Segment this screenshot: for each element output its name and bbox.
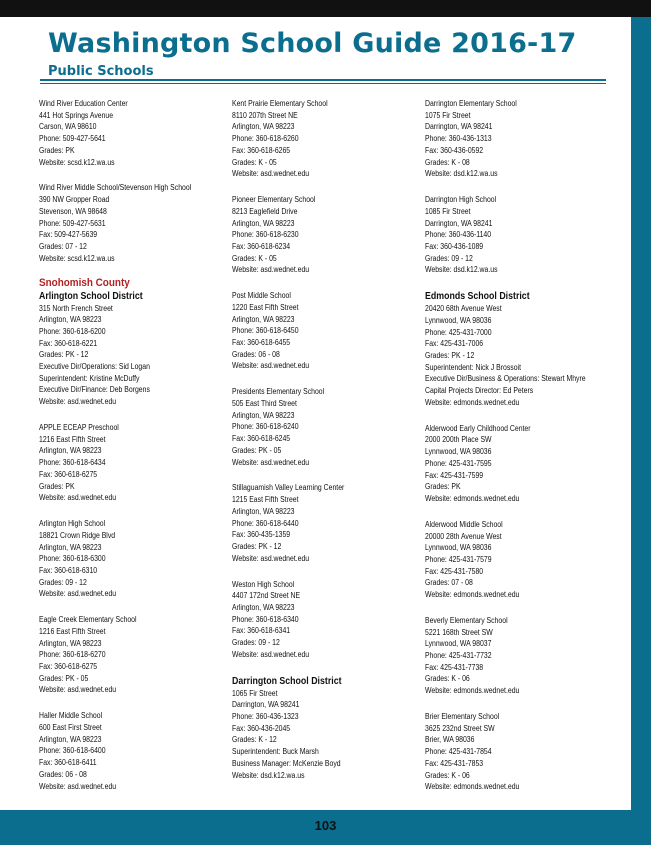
entry-line: Arlington, WA 98223 — [232, 506, 295, 516]
directory-entry — [39, 182, 224, 264]
entry-name: Weston High School — [232, 579, 295, 589]
entry-line: Phone: 360-618-6440 — [232, 518, 299, 528]
directory-entry — [232, 386, 417, 468]
entry-line: Website: asd.wednet.edu — [232, 265, 310, 275]
entry-line: 2000 200th Place SW — [425, 435, 492, 445]
entry-line: Lynnwood, WA 98036 — [425, 543, 492, 553]
entry-line: Fax: 360-618-6245 — [232, 434, 291, 444]
entry-line: Phone: 360-436-1140 — [425, 230, 492, 240]
entry-name: APPLE ECEAP Preschool — [39, 423, 119, 433]
entry-line: Fax: 360-618-6455 — [232, 338, 291, 348]
entry-line: Arlington, WA 98223 — [39, 638, 102, 648]
directory-entry — [39, 422, 224, 504]
entry-name: Stillaguamish Valley Learning Center — [232, 483, 345, 493]
entry-line: 4407 172nd Street NE — [232, 591, 301, 601]
entry-line: Phone: 360-618-6240 — [232, 422, 299, 432]
directory-entry — [425, 519, 610, 601]
entry-line: Website: asd.wednet.edu — [39, 397, 117, 407]
entry-line: Grades: K - 06 — [425, 770, 470, 780]
directory-entry — [232, 482, 417, 564]
entry-name: Post Middle School — [232, 291, 291, 301]
entry-line: Phone: 360-618-6434 — [39, 458, 106, 468]
page-title: Washington School Guide 2016-17 — [48, 28, 577, 59]
entry-line: 20000 28th Avenue West — [425, 531, 502, 541]
entry-line: Grades: K - 05 — [232, 253, 277, 263]
entry-line: Phone: 425-431-7732 — [425, 651, 492, 661]
entry-line: Lynnwood, WA 98036 — [425, 447, 492, 457]
entry-line: Fax: 360-618-6221 — [39, 338, 98, 348]
entry-line: Website: asd.wednet.edu — [232, 169, 310, 179]
entry-line: Grades: 09 - 12 — [232, 638, 280, 648]
entry-line: Website: asd.wednet.edu — [39, 781, 117, 791]
directory-entry — [425, 423, 610, 505]
entry-line: Website: asd.wednet.edu — [39, 589, 117, 599]
entry-line: Website: edmonds.wednet.edu — [425, 397, 520, 407]
entry-name: Eagle Creek Elementary School — [39, 615, 137, 625]
entry-line: Fax: 425-431-7853 — [425, 758, 484, 768]
entry-line: Website: asd.wednet.edu — [232, 361, 310, 371]
directory-entry — [232, 194, 417, 276]
entry-line: Phone: 360-618-6300 — [39, 554, 106, 564]
entry-line: Phone: 360-436-1313 — [425, 134, 492, 144]
page-number: 103 — [314, 818, 337, 833]
entry-line: Grades: K - 05 — [232, 157, 277, 167]
entry-line: 390 NW Gropper Road — [39, 195, 110, 205]
entry-line: Business Manager: McKenzie Boyd — [232, 758, 341, 768]
entry-line: Fax: 360-618-6275 — [39, 662, 98, 672]
entry-line: Phone: 360-618-6230 — [232, 230, 299, 240]
entry-line: Grades: PK - 12 — [425, 351, 475, 361]
entry-line: 1085 Fir Street — [425, 206, 471, 216]
entry-line: Arlington, WA 98223 — [232, 122, 295, 132]
entry-line: Executive Dir/Finance: Deb Borgens — [39, 385, 150, 395]
directory-entry — [39, 710, 224, 792]
entry-name: Beverly Elementary School — [425, 615, 508, 625]
entry-line: Phone: 360-618-6200 — [39, 326, 106, 336]
entry-line: Fax: 425-431-7738 — [425, 662, 484, 672]
column-3 — [425, 98, 610, 807]
entry-name: Presidents Elementary School — [232, 387, 325, 397]
entry-line: Fax: 360-436-2045 — [232, 723, 291, 733]
entry-name: Darrington Elementary School — [425, 99, 517, 108]
entry-line: Phone: 360-618-6270 — [39, 650, 106, 660]
entry-name: Brier Elementary School — [425, 712, 500, 722]
page-subtitle: Public Schools — [48, 64, 154, 79]
entry-line: Fax: 360-436-0592 — [425, 145, 484, 155]
entry-line: Website: edmonds.wednet.edu — [425, 782, 520, 792]
directory-entry — [232, 98, 417, 180]
entry-line: Lynnwood, WA 98037 — [425, 639, 492, 649]
right-edge-stripe — [631, 17, 651, 810]
entry-line: 20420 68th Avenue West — [425, 304, 502, 314]
entry-line: Lynnwood, WA 98036 — [425, 315, 492, 325]
directory-entry — [425, 711, 610, 793]
top-bar — [0, 0, 651, 17]
entry-name: Kent Prairie Elementary School — [232, 99, 328, 108]
entry-name: Wind River Middle School/Stevenson High School — [39, 183, 192, 193]
entry-line: Grades: 07 - 08 — [425, 578, 473, 588]
entry-line: Fax: 425-431-7006 — [425, 339, 484, 349]
district-heading: Arlington School District — [39, 290, 143, 302]
entry-line: Phone: 360-618-6340 — [232, 614, 299, 624]
entry-line: Fax: 360-618-6275 — [39, 469, 98, 479]
directory-entry — [39, 276, 224, 408]
entry-line: Arlington, WA 98223 — [39, 734, 102, 744]
entry-line: Executive Dir/Business & Operations: Stewart Mhyre — [425, 374, 586, 384]
entry-line: Grades: PK - 05 — [232, 445, 282, 455]
entry-line: 1065 Fir Street — [232, 688, 278, 698]
entry-line: Grades: 06 - 08 — [232, 349, 280, 359]
entry-line: Arlington, WA 98223 — [39, 315, 102, 325]
entry-line: Website: asd.wednet.edu — [39, 685, 117, 695]
entry-line: Website: asd.wednet.edu — [39, 493, 117, 503]
entry-line: Grades: PK - 12 — [232, 541, 282, 551]
entry-line: 5221 168th Street SW — [425, 627, 493, 637]
entry-line: Stevenson, WA 98648 — [39, 206, 107, 216]
entry-line: Fax: 360-435-1359 — [232, 530, 291, 540]
entry-line: Fax: 360-618-6234 — [232, 241, 291, 251]
entry-line: Phone: 425-431-7595 — [425, 458, 492, 468]
entry-line: Phone: 425-431-7000 — [425, 327, 492, 337]
directory-entry — [232, 290, 417, 372]
directory-entry — [232, 675, 417, 782]
entry-line: Carson, WA 98610 — [39, 122, 97, 132]
entry-line: Grades: 07 - 12 — [39, 241, 87, 251]
entry-line: Fax: 425-431-7599 — [425, 470, 484, 480]
directory-entry — [39, 518, 224, 600]
directory-entry — [425, 98, 610, 180]
directory-entry — [425, 194, 610, 276]
entry-line: 600 East First Street — [39, 723, 102, 733]
entry-name: Wind River Education Center — [39, 99, 128, 108]
entry-line: 1220 East Fifth Street — [232, 302, 299, 312]
entry-line: Superintendent: Nick J Brossoit — [425, 362, 521, 372]
district-heading: Edmonds School District — [425, 291, 530, 303]
entry-name: Darrington High School — [425, 195, 497, 205]
entry-line: Arlington, WA 98223 — [232, 218, 295, 228]
entry-line: Phone: 509-427-5641 — [39, 134, 106, 144]
entry-name: Alderwood Early Childhood Center — [425, 423, 531, 433]
county-heading: Snohomish County — [39, 276, 130, 289]
entry-line: Grades: PK - 05 — [39, 673, 89, 683]
entry-line: Website: asd.wednet.edu — [232, 649, 310, 659]
entry-line: Superintendent: Buck Marsh — [232, 747, 319, 757]
entry-name: Haller Middle School — [39, 711, 103, 721]
entry-line: 8213 Eaglefield Drive — [232, 206, 298, 216]
entry-line: 315 North French Street — [39, 303, 113, 313]
entry-line: Arlington, WA 98223 — [232, 314, 295, 324]
entry-line: 18821 Crown Ridge Blvd — [39, 530, 116, 540]
column-2 — [232, 98, 417, 795]
entry-line: Phone: 360-618-6450 — [232, 326, 299, 336]
entry-line: Fax: 360-436-1089 — [425, 241, 484, 251]
entry-name: Pioneer Elementary School — [232, 195, 316, 205]
entry-line: Executive Dir/Operations: Sid Logan — [39, 362, 150, 372]
directory-entry — [425, 615, 610, 697]
entry-line: 441 Hot Springs Avenue — [39, 110, 114, 120]
entry-line: Website: edmonds.wednet.edu — [425, 493, 520, 503]
directory-entry — [39, 614, 224, 696]
entry-line: Arlington, WA 98223 — [39, 446, 102, 456]
entry-line: Arlington, WA 98223 — [232, 602, 295, 612]
entry-line: Grades: 09 - 12 — [425, 253, 473, 263]
entry-line: Grades: PK — [39, 145, 75, 155]
entry-line: Darrington, WA 98241 — [425, 218, 493, 228]
entry-line: Fax: 509-427-5639 — [39, 230, 98, 240]
entry-line: Website: asd.wednet.edu — [232, 553, 310, 563]
entry-line: Website: asd.wednet.edu — [232, 457, 310, 467]
directory-entry — [232, 579, 417, 661]
entry-line: 1075 Fir Street — [425, 110, 471, 120]
directory-entry — [39, 98, 224, 168]
entry-line: Darrington, WA 98241 — [232, 700, 300, 710]
entry-line: Website: scsd.k12.wa.us — [39, 253, 115, 263]
entry-line: Arlington, WA 98223 — [39, 542, 102, 552]
entry-line: Grades: K - 06 — [425, 674, 470, 684]
entry-line: Fax: 360-618-6310 — [39, 565, 98, 575]
entry-line: Grades: PK — [425, 482, 461, 492]
entry-line: 3625 232nd Street SW — [425, 723, 495, 733]
entry-line: Phone: 360-436-1323 — [232, 712, 299, 722]
column-1 — [39, 98, 224, 806]
entry-line: Website: edmonds.wednet.edu — [425, 686, 520, 696]
entry-line: 505 East Third Street — [232, 399, 297, 409]
entry-line: 1216 East Fifth Street — [39, 626, 106, 636]
entry-line: Website: dsd.k12.wa.us — [425, 169, 498, 179]
entry-line: Brier, WA 98036 — [425, 735, 475, 745]
entry-line: Capital Projects Director: Ed Peters — [425, 386, 534, 396]
entry-line: Website: scsd.k12.wa.us — [39, 157, 115, 167]
entry-line: Fax: 360-618-6341 — [232, 626, 291, 636]
entry-line: Fax: 360-618-6411 — [39, 758, 97, 768]
header-rule-thin — [40, 83, 606, 84]
entry-line: Grades: 06 - 08 — [39, 769, 87, 779]
entry-name: Arlington High School — [39, 519, 106, 529]
entry-line: Website: dsd.k12.wa.us — [232, 770, 305, 780]
entry-line: Superintendent: Kristine McDuffy — [39, 373, 140, 383]
entry-line: Grades: PK — [39, 481, 75, 491]
entry-line: Phone: 360-618-6400 — [39, 746, 106, 756]
district-heading: Darrington School District — [232, 675, 342, 687]
entry-line: Phone: 360-618-6260 — [232, 134, 299, 144]
entry-line: Fax: 425-431-7580 — [425, 566, 484, 576]
entry-line: Grades: PK - 12 — [39, 350, 89, 360]
entry-name: Alderwood Middle School — [425, 519, 503, 529]
directory-entry — [425, 290, 610, 408]
entry-line: 1215 East Fifth Street — [232, 495, 299, 505]
entry-line: Phone: 425-431-7579 — [425, 554, 492, 564]
entry-line: 8110 207th Street NE — [232, 110, 298, 120]
entry-line: Phone: 425-431-7854 — [425, 747, 492, 757]
entry-line: Grades: K - 12 — [232, 735, 277, 745]
entry-line: 1216 East Fifth Street — [39, 434, 106, 444]
entry-line: Grades: K - 08 — [425, 157, 470, 167]
entry-line: Arlington, WA 98223 — [232, 410, 295, 420]
entry-line: Website: edmonds.wednet.edu — [425, 590, 520, 600]
entry-line: Phone: 509-427-5631 — [39, 218, 106, 228]
entry-line: Darrington, WA 98241 — [425, 122, 493, 132]
entry-line: Fax: 360-618-6265 — [232, 145, 291, 155]
entry-line: Website: dsd.k12.wa.us — [425, 265, 498, 275]
entry-line: Grades: 09 - 12 — [39, 577, 87, 587]
header-rule-thick — [40, 79, 606, 81]
